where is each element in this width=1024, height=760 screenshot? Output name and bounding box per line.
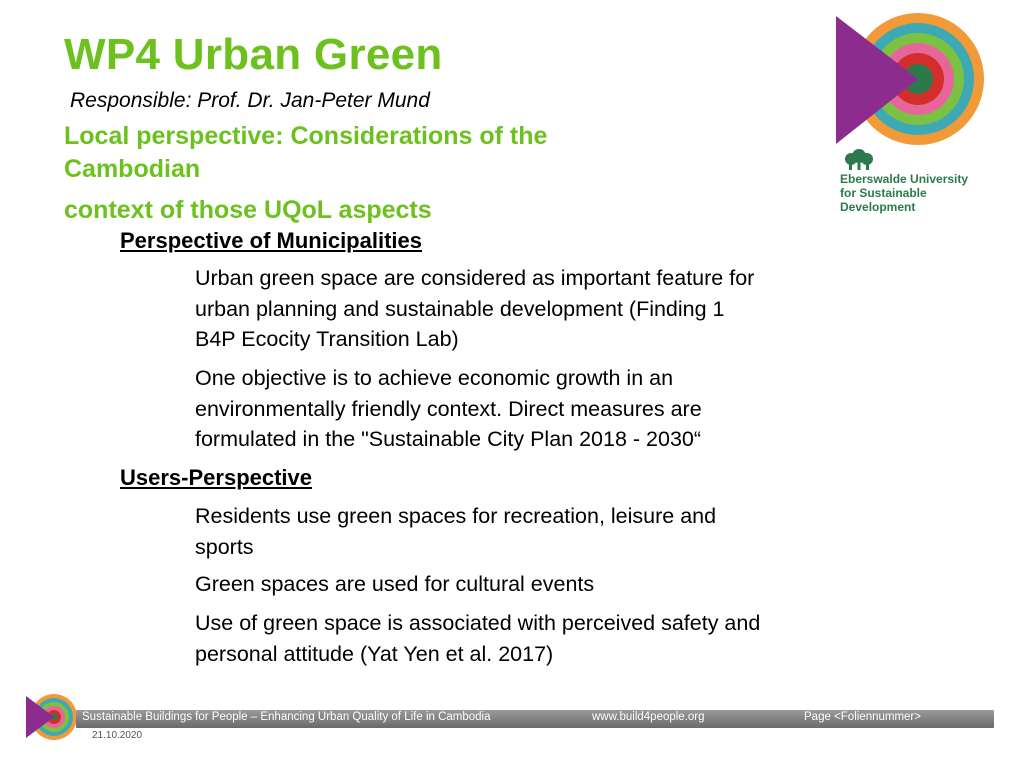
bullet-line: formulated in the "Sustainable City Plan 2018 - 2030“ [195,427,702,451]
subtitle-line: context of those UQoL aspects [64,196,432,224]
slide-subtitle [64,120,547,227]
bullet-item [195,501,875,562]
bullet-line: Residents use green spaces for recreation, leisure and [195,504,717,528]
footer-date: 21.10.2020 [92,730,143,741]
bullet-line: environmentally friendly context. Direct measures are [195,396,702,421]
bullet-line: One objective is to achieve economic growth in an [195,366,674,390]
university-name-line: for Sustainable [840,186,927,200]
bullet-item [195,608,875,669]
section-heading-municipalities: Perspective of Municipalities [120,228,422,253]
university-name [840,172,1000,214]
subtitle-line: Local perspective: Considerations of the [64,122,548,150]
bullet-line: sports [195,534,254,559]
university-tree-icon [842,148,876,170]
footer-logo [24,692,78,742]
footer-page-number: Page <Foliennummer> [804,711,921,723]
bullet-line: Use of green space is associated with perceived safety and [195,611,761,635]
bullet-line: urban planning and sustainable development (Finding 1 [195,296,725,321]
project-logo [834,12,1004,162]
footer-website: www.build4people.org [592,711,705,723]
university-name-line: Eberswalde University [840,172,969,186]
bullet-item [195,363,875,455]
bullet-item [195,569,875,600]
university-logo [840,148,1000,214]
footer-bar [76,710,994,728]
bullet-line: B4P Ecocity Transition Lab) [195,327,459,351]
footer-project: Sustainable Buildings for People – Enhancing Urban Quality of Life in Cambodia [82,711,491,723]
responsible-person: Responsible: Prof. Dr. Jan-Peter Mund [70,89,430,112]
bullet-line: personal attitude (Yat Yen et al. 2017) [195,641,554,666]
section-heading-users: Users-Perspective [120,465,313,490]
bullet-line: Green spaces are used for cultural events [195,572,595,596]
bullet-item [195,263,875,355]
subtitle-line: Cambodian [64,155,201,183]
slide-title: WP4 Urban Green [64,30,443,79]
bullet-line: Urban green space are considered as important feature for [195,266,755,290]
university-name-line: Development [840,200,916,214]
